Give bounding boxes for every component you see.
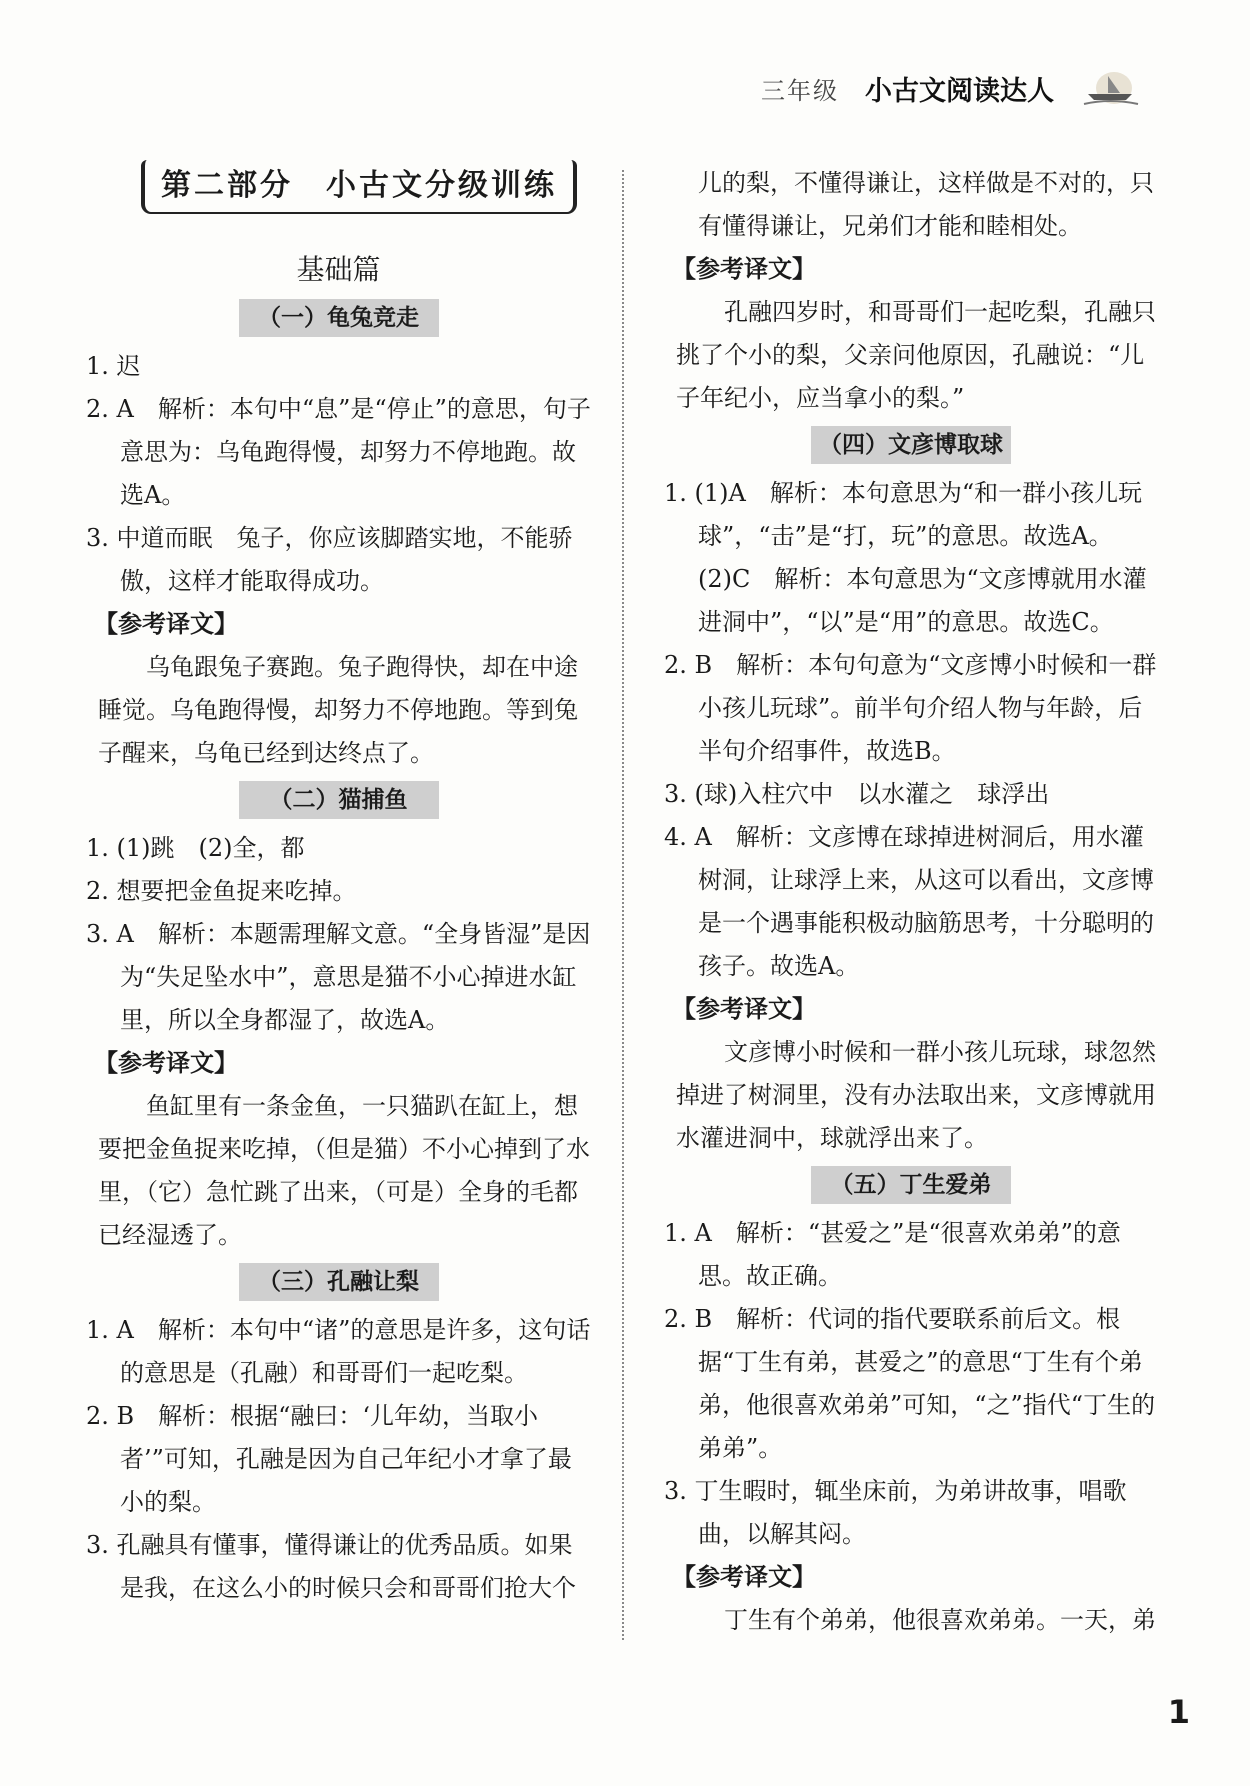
answer-item: 3. 孔融具有懂事，懂得谦让的优秀品质。如果是我，在这么小的时候只会和哥哥们抢大个 xyxy=(86,1531,576,1602)
answer-item: 2. B 解析：代词的指代要联系前后文。根据“丁生有弟，甚爱之”的意思“丁生有个弟弟，他很喜欢弟弟”可知，“之”指代“丁生的弟弟”。 xyxy=(664,1305,1156,1462)
translation-text: 孔融四岁时，和哥哥们一起吃梨，孔融只挑了个小的梨，父亲问他原因，孔融说：“儿子年纪小，应当拿小的梨。” xyxy=(676,298,1156,412)
answer-continued: 儿的梨，不懂得谦让，这样做是不对的，只有懂得谦让，兄弟们才能和睦相处。 xyxy=(698,169,1154,240)
answer-item: 1. (1)A 解析：本句意思为“和一群小孩儿玩球”，“击”是“打，玩”的意思。故选A。 xyxy=(664,479,1143,550)
page-number: 1 xyxy=(1167,1693,1190,1731)
reference-heading: 【参考译文】 xyxy=(94,610,238,638)
reference-heading: 【参考译文】 xyxy=(672,995,816,1023)
answer-item: 3. (球)入柱穴中 以水灌之 球浮出 xyxy=(664,780,1050,808)
reference-heading: 【参考译文】 xyxy=(672,1563,816,1591)
section-title: （二）猫捕鱼 xyxy=(239,781,439,819)
answer-item: 2. A 解析：本句中“息”是“停止”的意思，句子意思为：乌龟跑得慢，却努力不停地跑。故选A。 xyxy=(86,395,591,509)
answer-item: 1. A 解析：本句中“诸”的意思是许多，这句话的意思是（孔融）和哥哥们一起吃梨。 xyxy=(86,1316,591,1387)
translation-text: 鱼缸里有一条金鱼，一只猫趴在缸上，想要把金鱼捉来吃掉，（但是猫）不小心掉到了水里，（它）急忙跳了出来，（可是）全身的毛都已经湿透了。 xyxy=(98,1092,590,1249)
section-title: （五）丁生爱弟 xyxy=(811,1166,1011,1204)
answer-item: 4. A 解析：文彦博在球掉进树洞后，用水灌树洞，让球浮上来，从这可以看出，文彦博是一个遇事能积极动脑筋思考，十分聪明的孩子。故选A。 xyxy=(664,823,1154,980)
section-title: （三）孔融让梨 xyxy=(239,1263,439,1301)
answer-subitem: (2)C 解析：本句意思为“文彦博就用水灌进洞中”，“以”是“用”的意思。故选C。 xyxy=(698,565,1147,636)
answer-item: 1. 迟 xyxy=(86,352,141,380)
page-header xyxy=(761,68,1140,108)
part-title: 第二部分 小古文分级训练 xyxy=(141,160,577,214)
column-divider xyxy=(622,170,624,1640)
book-title: 小古文阅读达人 xyxy=(865,75,1054,107)
section-title: （四）文彦博取球 xyxy=(811,426,1011,464)
reference-heading: 【参考译文】 xyxy=(672,255,816,283)
translation-text: 丁生有个弟弟，他很喜欢弟弟。一天，弟 xyxy=(724,1606,1156,1634)
answer-item: 1. A 解析：“甚爱之”是“很喜欢弟弟”的意思。故正确。 xyxy=(664,1219,1121,1290)
right-column xyxy=(664,162,1158,1642)
answer-item: 3. A 解析：本题需理解文意。“全身皆湿”是因为“失足坠水中”，意思是猫不小心掉进水缸里，所以全身都湿了，故选A。 xyxy=(86,920,591,1034)
translation-text: 文彦博小时候和一群小孩儿玩球，球忽然掉进了树洞里，没有办法取出来，文彦博就用水灌进洞中，球就浮出来了。 xyxy=(676,1038,1156,1152)
translation-text: 乌龟跟兔子赛跑。兔子跑得快，却在中途睡觉。乌龟跑得慢，却努力不停地跑。等到兔子醒来，乌龟已经到达终点了。 xyxy=(98,653,578,767)
left-column xyxy=(86,150,591,1610)
answer-item: 3. 丁生暇时，辄坐床前，为弟讲故事，唱歌曲，以解其闷。 xyxy=(664,1477,1127,1548)
answer-item: 2. 想要把金鱼捉来吃掉。 xyxy=(86,877,357,905)
grade-label: 三年级 xyxy=(761,76,839,105)
answer-item: 3. 中道而眠 兔子，你应该脚踏实地，不能骄傲，这样才能取得成功。 xyxy=(86,524,573,595)
answer-item: 2. B 解析：根据“融曰：‘儿年幼，当取小者’”可知，孔融是因为自己年纪小才拿了最小的梨。 xyxy=(86,1402,572,1516)
answer-item: 1. (1)跳 (2)全，都 xyxy=(86,834,305,862)
level-title: 基础篇 xyxy=(296,253,381,286)
reference-heading: 【参考译文】 xyxy=(94,1049,238,1077)
section-title: （一）龟兔竞走 xyxy=(239,299,439,337)
boat-logo-icon xyxy=(1080,68,1140,108)
answer-item: 2. B 解析：本句句意为“文彦博小时候和一群小孩儿玩球”。前半句介绍人物与年龄，后半句介绍事件，故选B。 xyxy=(664,651,1157,765)
